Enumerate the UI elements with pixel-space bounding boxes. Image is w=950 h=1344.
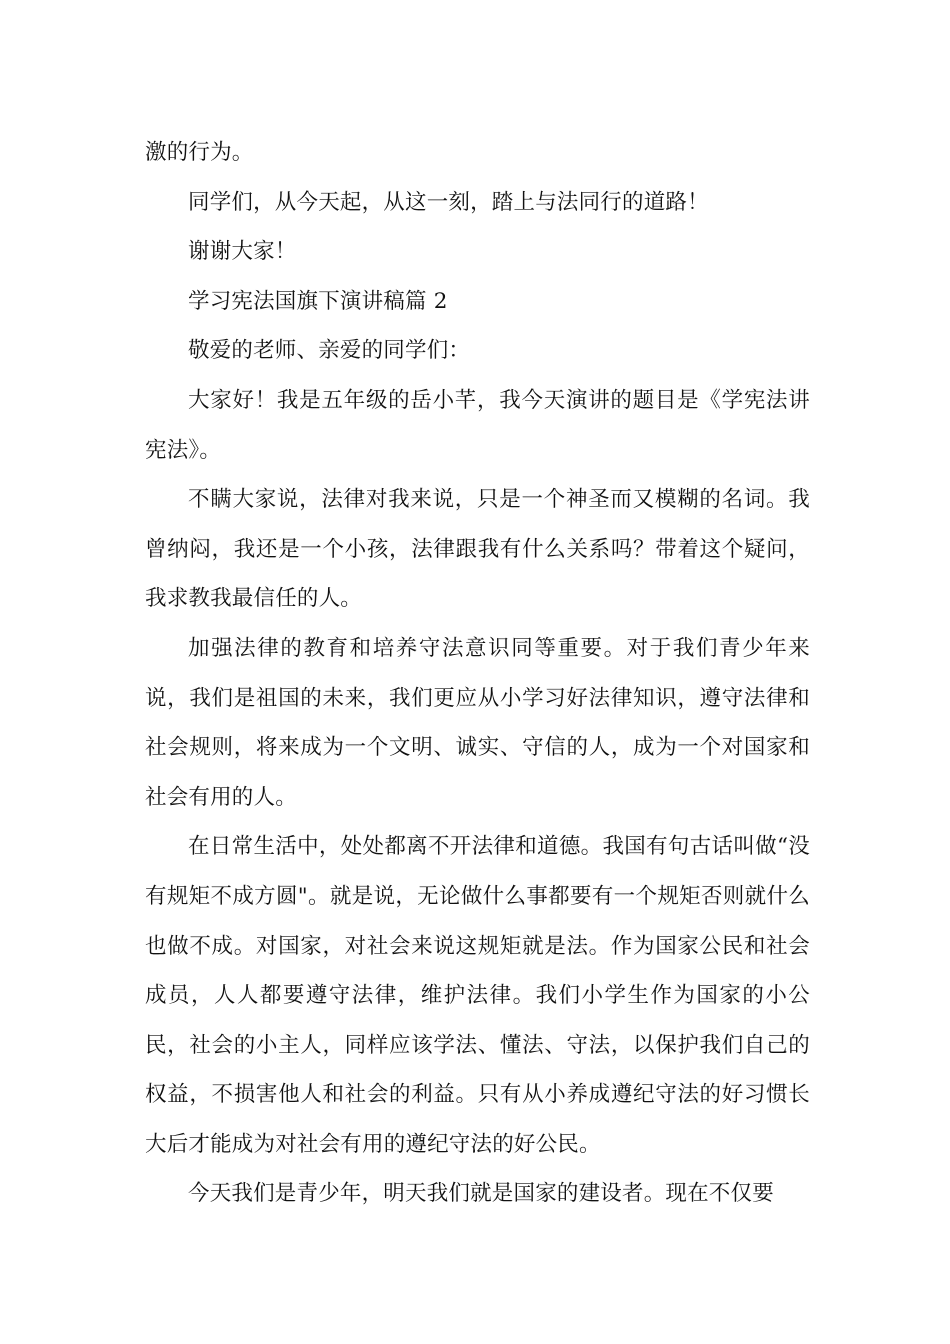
paragraph-body: 在日常生活中，处处都离不开法律和道德。我国有句古话叫做“没有规矩不成方圆"。就是说，无论做什么事都要有一个规矩否则就什么也做不成。对国家，对社会来说这规矩就是法。作为国家公民和社会成员，人人都要遵守法律，维护法律。我们小学生作为国家的小公民，社会的小主人，同样应该学法、懂法、守法，以保护我们自己的权益，不损害他人和社会的利益。只有从小养成遵纪守法的好习惯长大后才能成为对社会有用的遵纪守法的好公民。 xyxy=(145,834,810,1157)
paragraph-salutation: 敬爱的老师、亲爱的同学们： xyxy=(188,338,471,364)
paragraph-body: 加强法律的教育和培养守法意识同等重要。对于我们青少年来说，我们是祖国的未来，我们更应从小学习好法律知识，遵守法律和社会规则，将来成为一个文明、诚实、守信的人，成为一个对国家和社会有用的人。 xyxy=(145,635,810,810)
document-body xyxy=(145,128,810,1219)
paragraph-thanks: 谢谢大家！ xyxy=(188,239,297,265)
section-title: 学习宪法国旗下演讲稿篇 2 xyxy=(188,288,448,314)
paragraph-continuation: 激的行为。 xyxy=(145,140,254,165)
paragraph-body: 不瞒大家说，法律对我来说，只是一个神圣而又模糊的名词。我曾纳闷，我还是一个小孩，法律跟我有什么关系吗？带着这个疑问，我求教我最信任的人。 xyxy=(145,487,810,612)
paragraph-body: 今天我们是青少年，明天我们就是国家的建设者。现在不仅要 xyxy=(188,1181,774,1207)
paragraph-greeting: 大家好！我是五年级的岳小芊，我今天演讲的题目是《学宪法讲宪法》。 xyxy=(145,387,810,463)
paragraph-call-to-action: 同学们，从今天起，从这一刻，踏上与法同行的道路！ xyxy=(188,189,709,215)
